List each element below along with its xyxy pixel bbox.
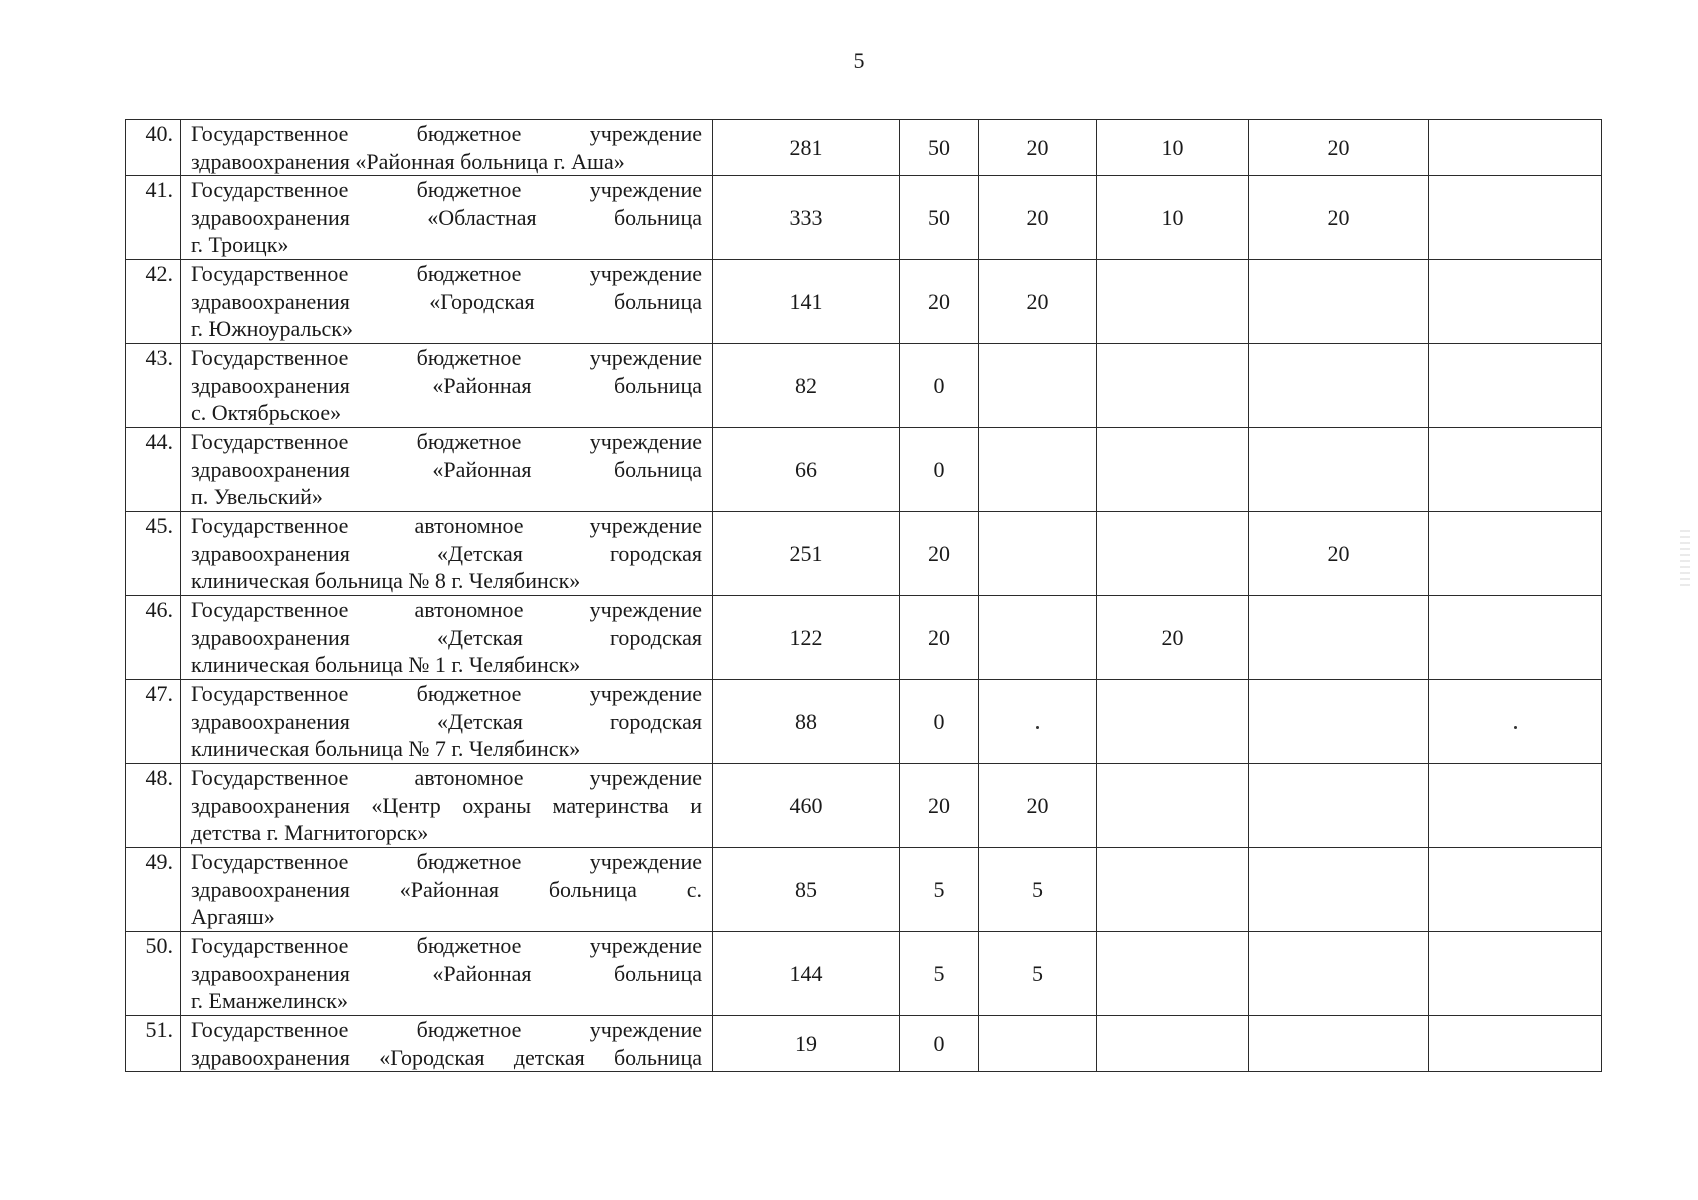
- value-cell-c4: [1097, 260, 1249, 344]
- value-cell-total: 19: [713, 1016, 900, 1072]
- value-cell-c4: 10: [1097, 176, 1249, 260]
- table-row: [126, 848, 1602, 932]
- value-cell-c4: 10: [1097, 120, 1249, 176]
- value-cell-c2: 20: [900, 260, 979, 344]
- value-cell-c6: [1429, 1016, 1602, 1072]
- institution-name-line: здравоохранения «Районная больница с.: [191, 876, 702, 902]
- value-cell-c6: [1429, 680, 1602, 764]
- table-row: [126, 344, 1602, 428]
- value-cell-total: 66: [713, 428, 900, 512]
- institution-name-line: Государственное автономное учреждение: [191, 597, 702, 622]
- institution-name-line: детства г. Магнитогорск»: [191, 820, 429, 845]
- value-cell-c2: 50: [900, 120, 979, 176]
- value-cell-c4: [1097, 848, 1249, 932]
- value-cell-c5: 20: [1249, 120, 1429, 176]
- value-cell-total: 122: [713, 596, 900, 680]
- row-number: 50.: [126, 932, 181, 1016]
- value-cell-c4: 20: [1097, 596, 1249, 680]
- institution-name: [181, 764, 713, 848]
- institution-name-line: здравоохранения «Районная больница: [191, 960, 702, 986]
- value-cell-c3: 20: [979, 260, 1097, 344]
- value-cell-c5: [1249, 596, 1429, 680]
- value-cell-total: 82: [713, 344, 900, 428]
- value-cell-c5: [1249, 680, 1429, 764]
- value-cell-c2: 5: [900, 932, 979, 1016]
- institution-name-line: Государственное бюджетное учреждение: [191, 345, 702, 370]
- table-row: [126, 1016, 1602, 1072]
- value-cell-c3: [979, 428, 1097, 512]
- scan-artifact: [1680, 530, 1690, 590]
- value-cell-c6: [1429, 176, 1602, 260]
- value-cell-c4: [1097, 764, 1249, 848]
- value-cell-c6: [1429, 848, 1602, 932]
- institution-name: [181, 344, 713, 428]
- value-cell-c5: 20: [1249, 176, 1429, 260]
- institution-name-line: Государственное бюджетное учреждение: [191, 177, 702, 202]
- institution-name-line: клиническая больница № 7 г. Челябинск»: [191, 736, 581, 761]
- table-body: [126, 120, 1602, 1072]
- row-number: 51.: [126, 1016, 181, 1072]
- value-cell-c3: 20: [979, 120, 1097, 176]
- institution-name-line: здравоохранения «Детская городская: [191, 708, 702, 734]
- row-number: 46.: [126, 596, 181, 680]
- institution-name-line: здравоохранения «Центр охраны материнства и: [191, 792, 702, 818]
- institution-name-line: здравоохранения «Детская городская: [191, 624, 702, 650]
- table-row: [126, 680, 1602, 764]
- institution-name: [181, 260, 713, 344]
- value-cell-c6: [1429, 344, 1602, 428]
- value-cell-c4: [1097, 344, 1249, 428]
- value-cell-c2: 0: [900, 428, 979, 512]
- institution-name-line: Государственное бюджетное учреждение: [191, 933, 702, 958]
- institution-name: [181, 428, 713, 512]
- value-cell-c6: [1429, 120, 1602, 176]
- page-number: 5: [853, 48, 865, 73]
- scan-speck: [1036, 726, 1039, 729]
- value-cell-c2: 20: [900, 512, 979, 596]
- value-cell-c3: [979, 680, 1097, 764]
- institution-name-line: клиническая больница № 1 г. Челябинск»: [191, 652, 581, 677]
- value-cell-c5: [1249, 932, 1429, 1016]
- row-number: 40.: [126, 120, 181, 176]
- institution-name: [181, 1016, 713, 1072]
- value-cell-c4: [1097, 932, 1249, 1016]
- institution-name-line: здравоохранения «Областная больница: [191, 204, 702, 230]
- value-cell-c4: [1097, 680, 1249, 764]
- row-number: 49.: [126, 848, 181, 932]
- value-cell-c5: [1249, 848, 1429, 932]
- institution-name-line: здравоохранения «Районная больница: [191, 456, 702, 482]
- institution-name-line: Государственное бюджетное учреждение: [191, 261, 702, 286]
- table-row: [126, 428, 1602, 512]
- value-cell-c6: [1429, 764, 1602, 848]
- value-cell-c6: [1429, 932, 1602, 1016]
- hospitals-table: [125, 119, 1602, 1072]
- value-cell-total: 281: [713, 120, 900, 176]
- value-cell-total: 144: [713, 932, 900, 1016]
- table-row: [126, 512, 1602, 596]
- value-cell-total: 251: [713, 512, 900, 596]
- institution-name-line: Государственное бюджетное учреждение: [191, 849, 702, 874]
- value-cell-c4: [1097, 512, 1249, 596]
- value-cell-c5: [1249, 260, 1429, 344]
- table-row: [126, 764, 1602, 848]
- value-cell-c6: [1429, 596, 1602, 680]
- table-row: [126, 120, 1602, 176]
- value-cell-c2: 20: [900, 596, 979, 680]
- value-cell-c4: [1097, 1016, 1249, 1072]
- value-cell-c2: 0: [900, 1016, 979, 1072]
- institution-name-line: Аргаяш»: [191, 904, 275, 929]
- row-number: 41.: [126, 176, 181, 260]
- value-cell-c3: [979, 596, 1097, 680]
- institution-name-line: Государственное бюджетное учреждение: [191, 1017, 702, 1042]
- value-cell-c2: 50: [900, 176, 979, 260]
- value-cell-c5: [1249, 344, 1429, 428]
- institution-name-line: г. Еманжелинск»: [191, 988, 348, 1013]
- value-cell-c3: 20: [979, 176, 1097, 260]
- value-cell-c5: [1249, 428, 1429, 512]
- institution-name-line: клиническая больница № 8 г. Челябинск»: [191, 568, 581, 593]
- institution-name-line: г. Южноуральск»: [191, 316, 353, 341]
- value-cell-c5: [1249, 764, 1429, 848]
- table-row: [126, 932, 1602, 1016]
- institution-name: [181, 680, 713, 764]
- institution-name-line: здравоохранения «Городская больница: [191, 288, 702, 314]
- value-cell-total: 333: [713, 176, 900, 260]
- institution-name-line: здравоохранения «Городская детская больница: [191, 1044, 702, 1070]
- value-cell-c6: [1429, 512, 1602, 596]
- institution-name-line: здравоохранения «Детская городская: [191, 540, 702, 566]
- value-cell-c2: 0: [900, 344, 979, 428]
- institution-name: [181, 596, 713, 680]
- table-row: [126, 176, 1602, 260]
- value-cell-c5: 20: [1249, 512, 1429, 596]
- institution-name-line: здравоохранения «Районная больница г. Аша»: [191, 148, 625, 174]
- value-cell-c3: 20: [979, 764, 1097, 848]
- value-cell-c2: 5: [900, 848, 979, 932]
- institution-name: [181, 932, 713, 1016]
- institution-name-line: г. Троицк»: [191, 232, 289, 257]
- row-number: 43.: [126, 344, 181, 428]
- institution-name: [181, 512, 713, 596]
- institution-name-line: Государственное автономное учреждение: [191, 513, 702, 538]
- value-cell-c2: 20: [900, 764, 979, 848]
- row-number: 45.: [126, 512, 181, 596]
- value-cell-c3: [979, 1016, 1097, 1072]
- value-cell-total: 88: [713, 680, 900, 764]
- value-cell-c3: [979, 512, 1097, 596]
- table-row: [126, 260, 1602, 344]
- institution-name-line: п. Увельский»: [191, 484, 323, 509]
- value-cell-c3: [979, 344, 1097, 428]
- value-cell-c4: [1097, 428, 1249, 512]
- institution-name-line: здравоохранения «Районная больница: [191, 372, 702, 398]
- value-cell-total: 85: [713, 848, 900, 932]
- row-number: 48.: [126, 764, 181, 848]
- row-number: 44.: [126, 428, 181, 512]
- institution-name-line: Государственное бюджетное учреждение: [191, 429, 702, 454]
- table-row: [126, 596, 1602, 680]
- value-cell-total: 141: [713, 260, 900, 344]
- value-cell-c2: 0: [900, 680, 979, 764]
- scan-speck: [1514, 726, 1517, 729]
- institution-name-line: Государственное бюджетное учреждение: [191, 121, 702, 146]
- value-cell-c6: [1429, 260, 1602, 344]
- institution-name: [181, 176, 713, 260]
- institution-name-line: Государственное автономное учреждение: [191, 765, 702, 790]
- value-cell-c3: 5: [979, 848, 1097, 932]
- institution-name: [181, 848, 713, 932]
- institution-name-line: с. Октябрьское»: [191, 400, 342, 425]
- value-cell-c6: [1429, 428, 1602, 512]
- value-cell-total: 460: [713, 764, 900, 848]
- institution-name: [181, 120, 713, 176]
- row-number: 42.: [126, 260, 181, 344]
- value-cell-c5: [1249, 1016, 1429, 1072]
- value-cell-c3: 5: [979, 932, 1097, 1016]
- institution-name-line: Государственное бюджетное учреждение: [191, 681, 702, 706]
- row-number: 47.: [126, 680, 181, 764]
